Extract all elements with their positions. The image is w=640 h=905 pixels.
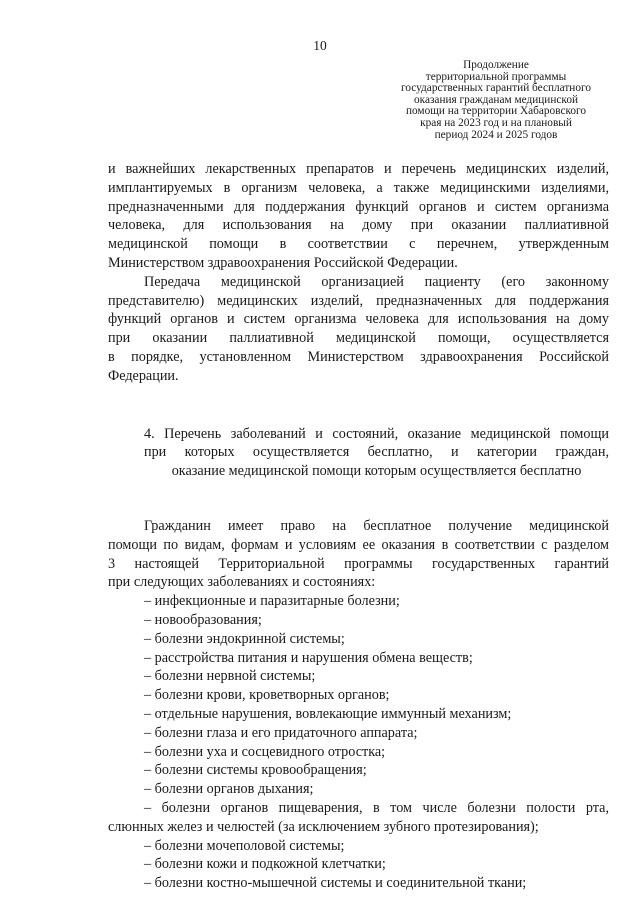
list-item: – болезни эндокринной системы; xyxy=(144,630,345,647)
conditions-list xyxy=(108,592,609,893)
header-note-line: Продолжение xyxy=(463,59,529,71)
header-note-line: оказания гражданам медицинской xyxy=(413,93,579,106)
text-line: Передача медицинской организацией пациенту (его законному xyxy=(144,273,609,290)
list-item: – болезни органов дыхания; xyxy=(144,781,314,798)
list-item: – инфекционные и паразитарные болезни; xyxy=(144,593,400,610)
text-line: имплантируемых в организм человека, а также медицинскими изделиями, xyxy=(108,179,609,196)
header-note-line: государственных гарантий бесплатного xyxy=(400,82,592,95)
list-item: – отдельные нарушения, вовлекающие иммунный механизм; xyxy=(144,705,512,722)
section-heading xyxy=(144,425,609,481)
page-number: 10 xyxy=(313,38,327,53)
list-item: – болезни мочеполовой системы; xyxy=(144,837,345,854)
heading-line: оказание медицинской помощи которым осуществляется бесплатно xyxy=(171,463,582,480)
header-note-line: помощи на территории Хабаровского xyxy=(405,105,587,118)
header-note-line: территориальной программы xyxy=(425,70,567,83)
list-item-line: – болезни органов пищеварения, в том числе болезни полости рта, xyxy=(144,799,609,816)
text-line: человека, для использования на дому при оказании паллиативной xyxy=(108,217,609,234)
text-line: Министерством здравоохранения Российской Федерации. xyxy=(108,254,458,271)
paragraph-citizen-rights xyxy=(108,517,609,592)
heading-line: при которых осуществляется бесплатно, и категории граждан, xyxy=(144,444,609,461)
document-body xyxy=(108,160,609,893)
paragraph-continuation xyxy=(108,160,609,273)
text-line: медицинской помощи в соответствии с перечнем, утвержденным xyxy=(108,236,609,253)
text-line: 3 настоящей Территориальной программы государственных гарантий xyxy=(108,555,609,572)
list-item xyxy=(108,799,609,837)
text-line: при следующих заболеваниях и состояниях: xyxy=(108,574,376,591)
header-note-line: период 2024 и 2025 годов xyxy=(434,128,558,141)
heading-line: 4. Перечень заболеваний и состояний, оказание медицинской помощи xyxy=(144,425,609,442)
list-item: – болезни нервной системы; xyxy=(144,668,316,685)
text-line: помощи по видам, формам и условиям ее оказания в соответствии с разделом xyxy=(108,536,609,553)
list-item: – болезни кожи и подкожной клетчатки; xyxy=(144,856,386,873)
list-item: – болезни костно-мышечной системы и соединительной ткани; xyxy=(144,875,527,892)
text-line: и важнейших лекарственных препаратов и перечень медицинских изделий, xyxy=(108,161,609,177)
text-line: представителю) медицинских изделий, предназначенных для поддержания xyxy=(108,292,609,309)
text-line: предназначенными для поддержания функций органов и систем организма xyxy=(108,198,609,215)
header-note xyxy=(380,60,612,141)
text-line: при оказании паллиативной медицинской помощи, осуществляется xyxy=(108,330,609,347)
list-item: – расстройства питания и нарушения обмена веществ; xyxy=(144,649,473,666)
list-item: – болезни системы кровообращения; xyxy=(144,762,367,779)
list-item-line: слюнных желез и челюстей (за исключением зубного протезирования); xyxy=(108,818,539,835)
header-note-line: края на 2023 год и на плановый xyxy=(420,116,572,129)
text-line: Федерации. xyxy=(108,367,179,384)
list-item: – новообразования; xyxy=(144,611,262,628)
text-line: в порядке, установленном Министерством здравоохранения Российской xyxy=(108,348,609,365)
list-item: – болезни уха и сосцевидного отростка; xyxy=(144,743,386,760)
list-item: – болезни глаза и его придаточного аппарата; xyxy=(144,724,418,741)
text-line: функций органов и систем организма человека для использования на дому xyxy=(108,311,609,328)
paragraph-medical-devices-transfer xyxy=(108,273,609,386)
text-line: Гражданин имеет право на бесплатное получение медицинской xyxy=(144,517,609,534)
list-item: – болезни крови, кроветворных органов; xyxy=(144,687,390,704)
